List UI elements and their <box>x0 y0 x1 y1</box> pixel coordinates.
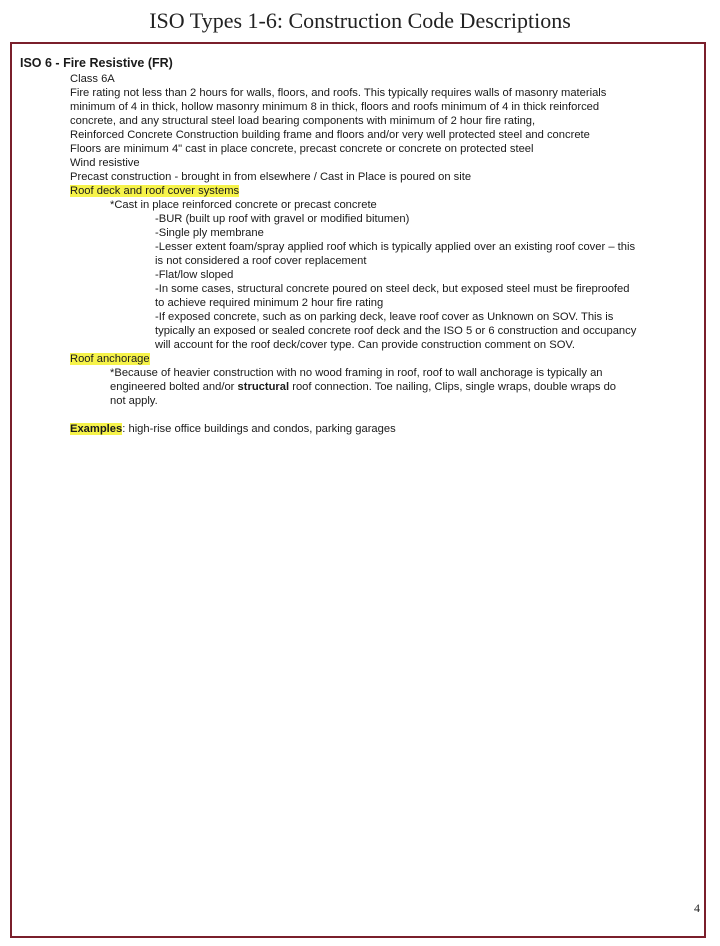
roof-deck-intro: *Cast in place reinforced concrete or precast concrete <box>110 199 377 211</box>
page-title: ISO Types 1-6: Construction Code Descriptions <box>149 8 571 33</box>
examples-text: : high-rise office buildings and condos, parking garages <box>122 423 396 435</box>
page-number: 4 <box>694 901 700 915</box>
roof-deck-label: Roof deck and roof cover systems <box>70 185 240 197</box>
anchorage-bold-text: structural <box>237 381 290 393</box>
desc-line: Wind resistive <box>70 157 140 169</box>
desc-line: concrete, and any structural steel load bearing components with minimum of 2 hour fire rating, <box>70 115 536 127</box>
roof-anchorage-heading-row <box>20 352 700 366</box>
desc-line: Precast construction - brought in from elsewhere / Cast in Place is poured on site <box>70 171 472 183</box>
roof-anchorage-line: *Because of heavier construction with no wood framing in roof, roof to wall anchorage is typically an <box>110 367 603 379</box>
class-line: Class 6A <box>70 73 115 85</box>
desc-line: minimum of 4 in thick, hollow masonry minimum 8 in thick, floors and roofs minimum of 4 in thick reinforced <box>70 101 600 113</box>
roof-deck-item: will account for the roof deck/cover type. Can provide construction comment on SOV. <box>155 339 575 351</box>
roof-deck-item: -In some cases, structural concrete poured on steel deck, but exposed steel must be fireproofed <box>155 283 630 295</box>
roof-deck-item: -Lesser extent foam/spray applied roof which is typically applied over an existing roof cover – this <box>155 241 636 253</box>
roof-deck-item: is not considered a roof cover replacement <box>155 255 367 267</box>
roof-deck-item: -Flat/low sloped <box>155 269 234 281</box>
roof-deck-item: -Single ply membrane <box>155 227 264 239</box>
roof-deck-heading-row <box>20 184 700 198</box>
roof-deck-item: to achieve required minimum 2 hour fire rating <box>155 297 384 309</box>
examples-row <box>20 422 700 436</box>
section-heading: ISO 6 - Fire Resistive (FR) <box>20 56 173 70</box>
anchorage-text: engineered bolted and/or <box>110 381 238 393</box>
roof-deck-item: -If exposed concrete, such as on parking deck, leave roof cover as Unknown on SOV. This is <box>155 311 614 323</box>
examples-label: Examples <box>70 423 123 435</box>
desc-line: Floors are minimum 4" cast in place concrete, precast concrete or concrete on protected steel <box>70 143 534 155</box>
anchorage-text: roof connection. Toe nailing, Clips, single wraps, double wraps do <box>289 381 617 393</box>
document-content <box>20 56 700 436</box>
roof-anchorage-label: Roof anchorage <box>70 353 150 365</box>
roof-deck-item: typically an exposed or sealed concrete roof deck and the ISO 5 or 6 construction and occupancy <box>155 325 637 337</box>
spacer <box>20 408 700 422</box>
roof-deck-item: -BUR (built up roof with gravel or modified bitumen) <box>155 213 410 225</box>
desc-line: Fire rating not less than 2 hours for walls, floors, and roofs. This typically requires walls of masonry materials <box>70 87 607 99</box>
desc-line: Reinforced Concrete Construction building frame and floors and/or very well protected steel and concrete <box>70 129 590 141</box>
roof-anchorage-line: not apply. <box>110 395 158 407</box>
roof-anchorage-line <box>20 380 700 394</box>
